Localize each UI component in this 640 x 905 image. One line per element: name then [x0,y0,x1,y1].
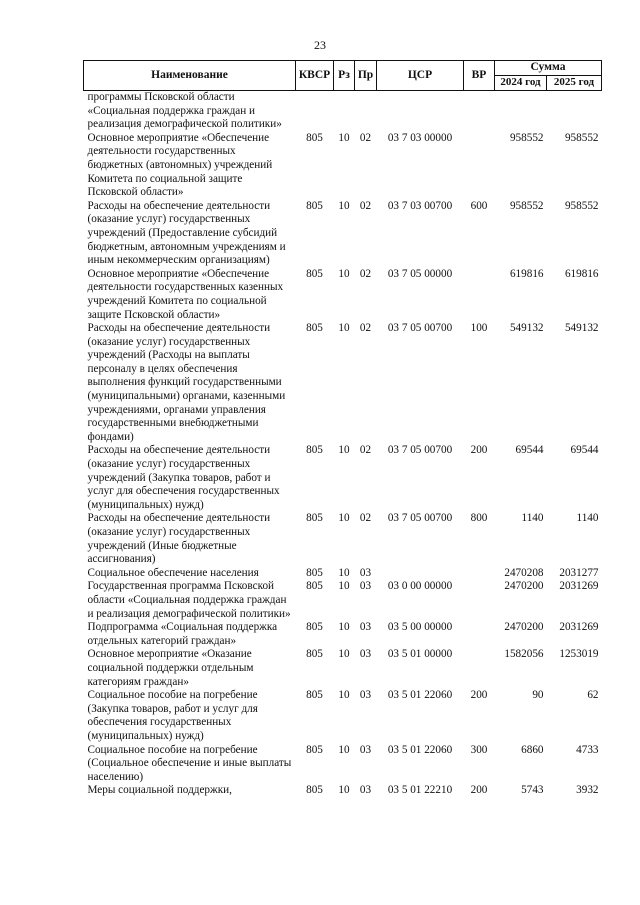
table-row [84,200,602,268]
row-csr: 03 0 00 00000 [387,580,453,593]
row-csr: 03 7 05 00700 [387,322,453,335]
row-csr: 03 5 01 00000 [387,648,453,661]
row-rz: 10 [338,322,350,335]
row-sum-2024: 1140 [521,512,544,525]
row-name: Социальное пособие на погребение (Социальное обеспечение и иные выплаты населению) [87,743,292,783]
row-csr [377,91,464,132]
header-kvsr: КВСР [296,61,334,91]
table-row [84,512,602,566]
header-pr: Пр [355,61,377,91]
row-rz: 10 [338,689,350,702]
row-csr: 03 5 01 22060 [387,743,453,756]
table-row [84,132,602,200]
row-sum-2024: 958552 [509,199,544,212]
row-csr: 03 5 00 00000 [387,621,453,634]
row-kvsr: 805 [306,743,323,756]
row-csr [377,567,464,581]
row-sum-2024: 549132 [509,322,544,335]
row-pr: 02 [359,131,372,144]
table-row [84,689,602,743]
row-pr: 02 [359,199,372,212]
row-kvsr: 805 [306,689,323,702]
row-vr: 200 [470,444,488,457]
row-sum-2024: 90 [532,689,544,702]
row-sum-2025: 619816 [564,267,599,280]
row-rz: 10 [338,566,350,579]
row-sum-2024: 2470200 [504,621,544,634]
row-rz: 10 [338,131,350,144]
row-csr: 03 7 05 00000 [387,267,453,280]
row-vr: 200 [470,784,488,797]
table-row [84,268,602,322]
header-name: Наименование [84,61,296,91]
row-rz: 10 [338,267,350,280]
row-rz: 10 [338,743,350,756]
row-pr: 03 [359,743,372,756]
row-kvsr: 805 [306,648,323,661]
row-csr: 03 7 03 00000 [387,131,453,144]
row-kvsr: 805 [306,784,323,797]
row-pr: 02 [359,322,372,335]
row-vr: 300 [470,743,488,756]
row-name: Расходы на обеспечение деятельности (оказание услуг) государственных учреждений (Предоставление субсидий бюджетным, автономным учреждениям и иным некоммерческим организациям) [87,199,286,267]
row-sum-2024: 69544 [515,444,544,457]
row-sum-2025: 2031269 [559,580,599,593]
row-name: Основное мероприятие «Оказание социальной поддержки отдельным категориям граждан» [87,648,254,688]
row-pr [355,91,377,132]
row-pr: 03 [359,580,372,593]
row-csr: 03 7 05 00700 [387,512,453,525]
row-pr: 02 [359,444,372,457]
row-csr: 03 7 03 00700 [387,199,453,212]
row-name: Социальное пособие на погребение (Закупка товаров, работ и услуг для обеспечения государственных (муниципальных) нужд) [87,689,258,742]
row-pr: 02 [359,512,372,525]
header-rz: Рз [334,61,355,91]
row-name: Подпрограмма «Социальная поддержка отдельных категорий граждан» [87,621,278,647]
header-year-2025: 2025 год [547,76,602,91]
row-csr: 03 5 01 22060 [387,689,453,702]
row-rz: 10 [338,580,350,593]
row-pr: 02 [359,267,372,280]
header-csr: ЦСР [377,61,464,91]
row-kvsr: 805 [306,621,323,634]
table-header [84,61,602,91]
row-sum-2025: 2031277 [559,566,599,579]
table-row [84,322,602,444]
table-row [84,444,602,512]
row-kvsr: 805 [306,267,323,280]
table-body [84,91,602,798]
row-sum-2025: 4733 [576,743,599,756]
row-sum-2024: 619816 [509,267,544,280]
row-name: Социальное обеспечение населения [87,566,259,579]
row-sum-2024: 6860 [521,743,544,756]
row-vr [464,268,495,322]
row-name: Расходы на обеспечение деятельности (оказание услуг) государственных учреждений (Расходы на выплаты персоналу в целях обеспечения выполнения функций государственными (муниципальными) органами, казенными учреждениями, органами управления государственными внебюджетными фондами) [87,322,286,443]
row-sum-2025: 549132 [564,322,599,335]
page-number: 23 [314,38,326,52]
header-sum: Сумма [495,61,602,76]
table-row [84,567,602,581]
row-sum-2025: 958552 [564,131,599,144]
row-pr: 03 [359,784,372,797]
row-sum-2025: 3932 [576,784,599,797]
row-sum-2024 [495,91,547,132]
row-vr: 800 [470,512,488,525]
row-pr: 03 [359,621,372,634]
row-sum-2024: 1582056 [504,648,544,661]
table-row [84,91,602,132]
row-vr: 100 [470,322,488,335]
row-vr [464,91,495,132]
row-sum-2024: 958552 [509,131,544,144]
row-name: программы Псковской области «Социальная поддержка граждан и реализация демографической политики» [87,91,282,131]
row-sum-2025: 69544 [570,444,599,457]
row-vr [464,621,495,648]
row-name: Расходы на обеспечение деятельности (оказание услуг) государственных учреждений (Закупка товаров, работ и услуг для обеспечения государственных (муниципальных) нужд) [87,444,280,511]
row-sum-2025 [547,91,602,132]
row-sum-2024: 5743 [521,784,544,797]
row-pr: 03 [359,689,372,702]
row-sum-2024: 2470208 [504,566,544,579]
row-name: Государственная программа Псковской области «Социальная поддержка граждан и реализация демографической политики» [87,580,291,620]
header-year-2024: 2024 год [495,76,547,91]
row-kvsr [296,91,334,132]
row-pr: 03 [359,566,372,579]
row-name: Основное мероприятие «Обеспечение деятельности государственных казенных учреждений Комитета по социальной защите Псковской области» [87,267,284,321]
row-rz: 10 [338,621,350,634]
table-row [84,784,602,798]
row-pr: 03 [359,648,372,661]
table-row [84,621,602,648]
row-rz: 10 [338,199,350,212]
row-vr: 600 [470,199,488,212]
row-rz: 10 [338,512,350,525]
row-rz [334,91,355,132]
row-csr: 03 7 05 00700 [387,444,453,457]
row-rz: 10 [338,648,350,661]
row-name: Расходы на обеспечение деятельности (оказание услуг) государственных учреждений (Иные бюджетные ассигнования) [87,512,271,566]
row-kvsr: 805 [306,566,323,579]
header-vr: ВР [464,61,495,91]
row-vr [464,567,495,581]
row-rz: 10 [338,444,350,457]
row-csr: 03 5 01 22210 [387,784,453,797]
row-kvsr: 805 [306,131,323,144]
row-name: Меры социальной поддержки, [87,784,232,797]
table-row [84,580,602,621]
row-kvsr: 805 [306,199,323,212]
row-sum-2025: 1140 [576,512,599,525]
row-kvsr: 805 [306,322,323,335]
row-sum-2025: 958552 [564,199,599,212]
row-rz: 10 [338,784,350,797]
row-sum-2024: 2470200 [504,580,544,593]
row-kvsr: 805 [306,580,323,593]
row-vr [464,132,495,200]
table-row [84,744,602,785]
budget-table [83,60,602,798]
row-vr: 200 [470,689,488,702]
row-sum-2025: 2031269 [559,621,599,634]
row-kvsr: 805 [306,512,323,525]
table-row [84,648,602,689]
row-kvsr: 805 [306,444,323,457]
row-vr [464,648,495,689]
row-vr [464,580,495,621]
row-name: Основное мероприятие «Обеспечение деятельности государственных бюджетных (автономных) учреждений Комитета по социальной защите Псковской области» [87,131,273,199]
row-sum-2025: 1253019 [559,648,599,661]
row-sum-2025: 62 [587,689,599,702]
